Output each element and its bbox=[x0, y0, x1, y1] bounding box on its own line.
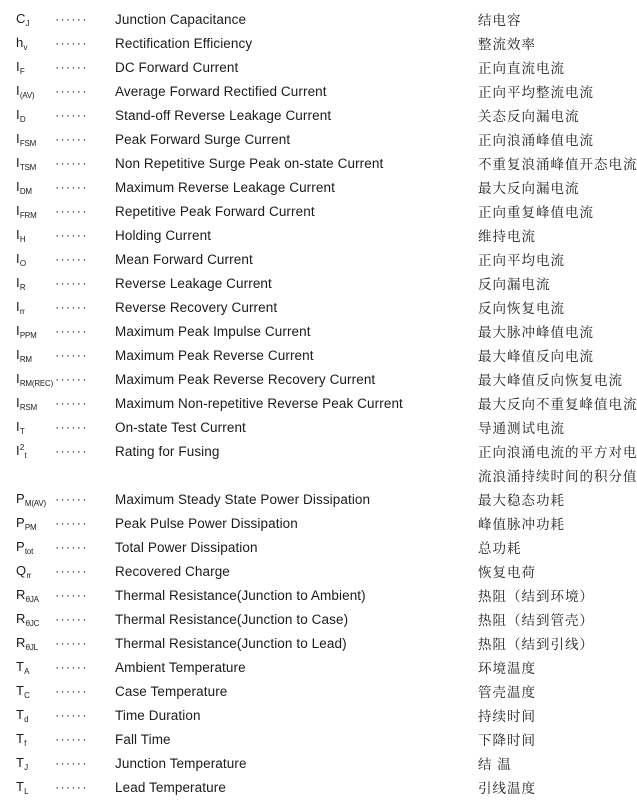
english-term: Maximum Reverse Leakage Current bbox=[115, 179, 335, 195]
dots-leader: ······ bbox=[55, 780, 88, 794]
symbol-subscript: FSM bbox=[19, 138, 37, 148]
symbol-subscript: t bbox=[24, 450, 27, 460]
glossary-row bbox=[0, 559, 637, 583]
dots-leader: ······ bbox=[55, 180, 88, 194]
chinese-term: 环境温度 bbox=[478, 661, 536, 676]
chinese-term: 结 温 bbox=[478, 757, 512, 772]
glossary-row bbox=[0, 199, 637, 223]
symbol-cell bbox=[16, 419, 55, 436]
symbol-cell bbox=[16, 779, 55, 796]
symbol-cell bbox=[16, 611, 55, 628]
symbol-subscript: RM(REC) bbox=[19, 378, 54, 388]
symbol-subscript: J bbox=[25, 18, 30, 28]
english-term: Holding Current bbox=[115, 227, 212, 243]
symbol-subscript: O bbox=[19, 258, 26, 268]
symbol-cell bbox=[16, 755, 55, 772]
english-term: Rating for Fusing bbox=[115, 443, 220, 459]
glossary-row bbox=[0, 751, 637, 775]
symbol-cell bbox=[16, 299, 55, 316]
symbol-cell bbox=[16, 275, 55, 292]
english-term: Non Repetitive Surge Peak on-state Current bbox=[115, 155, 384, 171]
symbol-base: I bbox=[16, 346, 20, 362]
english-term: Thermal Resistance(Junction to Lead) bbox=[115, 635, 347, 651]
english-term: Junction Capacitance bbox=[115, 11, 247, 27]
symbol-subscript: M(AV) bbox=[24, 498, 46, 508]
glossary-row bbox=[0, 103, 637, 127]
glossary-row bbox=[0, 151, 637, 175]
glossary-row bbox=[0, 535, 637, 559]
dots-leader: ······ bbox=[55, 324, 88, 338]
chinese-term: 最大反向漏电流 bbox=[478, 181, 580, 196]
english-term: Reverse Recovery Current bbox=[115, 299, 278, 315]
symbol-cell bbox=[16, 587, 55, 604]
english-term: Peak Pulse Power Dissipation bbox=[115, 515, 298, 531]
glossary-row bbox=[0, 487, 637, 511]
symbol-base: I bbox=[16, 442, 20, 458]
chinese-term: 最大峰值反向恢复电流 bbox=[478, 373, 623, 388]
glossary-row bbox=[0, 775, 637, 799]
dots-leader: ······ bbox=[55, 444, 88, 458]
dots-leader: ······ bbox=[55, 492, 88, 506]
symbol-base: R bbox=[16, 634, 26, 650]
glossary-row bbox=[0, 415, 637, 439]
english-term: Fall Time bbox=[115, 731, 171, 747]
symbol-cell bbox=[16, 491, 55, 508]
symbol-base: I bbox=[16, 250, 20, 266]
glossary-row bbox=[0, 439, 637, 463]
symbol-subscript: PPM bbox=[19, 330, 37, 340]
glossary-row bbox=[0, 631, 637, 655]
symbol-cell bbox=[16, 179, 55, 196]
symbol-base: R bbox=[16, 586, 26, 602]
symbol-cell bbox=[16, 11, 55, 28]
symbol-subscript: C bbox=[24, 690, 30, 700]
symbol-cell bbox=[16, 59, 55, 76]
symbol-cell bbox=[16, 515, 55, 532]
dots-leader: ······ bbox=[55, 36, 88, 50]
dots-leader: ······ bbox=[55, 300, 88, 314]
english-term: Reverse Leakage Current bbox=[115, 275, 272, 291]
dots-leader: ······ bbox=[55, 276, 88, 290]
dots-leader: ······ bbox=[55, 228, 88, 242]
glossary-row bbox=[0, 319, 637, 343]
chinese-term: 管壳温度 bbox=[478, 685, 536, 700]
chinese-term: 最大脉冲峰值电流 bbox=[478, 325, 594, 340]
symbol-subscript: v bbox=[23, 42, 28, 52]
glossary-row bbox=[0, 583, 637, 607]
chinese-term: 下降时间 bbox=[478, 733, 536, 748]
symbol-base: I bbox=[16, 82, 20, 98]
chinese-term: 热阻（结到环境） bbox=[478, 589, 594, 604]
symbol-subscript: f bbox=[24, 738, 27, 748]
symbol-subscript: rr bbox=[26, 570, 32, 580]
symbol-base: P bbox=[16, 490, 25, 506]
english-term: Lead Temperature bbox=[115, 779, 226, 795]
chinese-term: 峰值脉冲功耗 bbox=[478, 517, 565, 532]
symbol-base: P bbox=[16, 514, 25, 530]
english-term: Thermal Resistance(Junction to Ambient) bbox=[115, 587, 366, 603]
symbol-cell bbox=[16, 395, 55, 412]
symbol-cell bbox=[16, 563, 55, 580]
glossary-row bbox=[0, 607, 637, 631]
dots-leader: ······ bbox=[55, 396, 88, 410]
symbol-subscript: RSM bbox=[19, 402, 37, 412]
english-term: On-state Test Current bbox=[115, 419, 246, 435]
symbol-base: Q bbox=[16, 562, 27, 578]
dots-leader: ······ bbox=[55, 156, 88, 170]
chinese-term: 最大反向不重复峰值电流 bbox=[478, 397, 637, 412]
symbol-superscript: 2 bbox=[19, 442, 25, 452]
dots-leader: ······ bbox=[55, 420, 88, 434]
glossary-row bbox=[0, 55, 637, 79]
symbol-cell bbox=[16, 203, 55, 220]
symbol-base: I bbox=[16, 178, 20, 194]
symbol-subscript: d bbox=[24, 714, 29, 724]
symbol-base: I bbox=[16, 106, 20, 122]
chinese-term: 持续时间 bbox=[478, 709, 536, 724]
symbol-cell bbox=[16, 371, 55, 388]
glossary-row bbox=[0, 247, 637, 271]
symbol-base: I bbox=[16, 274, 20, 290]
dots-leader: ······ bbox=[55, 732, 88, 746]
english-term: Recovered Charge bbox=[115, 563, 230, 579]
symbol-base: I bbox=[16, 370, 20, 386]
english-term: Peak Forward Surge Current bbox=[115, 131, 291, 147]
chinese-term: 最大峰值反向电流 bbox=[478, 349, 594, 364]
dots-leader: ······ bbox=[55, 708, 88, 722]
glossary-row bbox=[0, 655, 637, 679]
symbol-cell bbox=[16, 251, 55, 268]
symbol-base: I bbox=[16, 154, 20, 170]
glossary-row bbox=[0, 343, 637, 367]
glossary-row bbox=[0, 703, 637, 727]
symbol-cell bbox=[16, 731, 55, 748]
symbol-cell bbox=[16, 131, 55, 148]
symbol-cell bbox=[16, 635, 55, 652]
dots-leader: ······ bbox=[55, 684, 88, 698]
dots-leader: ······ bbox=[55, 636, 88, 650]
dots-leader: ······ bbox=[55, 612, 88, 626]
symbol-base: T bbox=[16, 778, 25, 794]
glossary-row bbox=[0, 175, 637, 199]
symbol-cell bbox=[16, 683, 55, 700]
dots-leader: ······ bbox=[55, 204, 88, 218]
chinese-term: 正向平均整流电流 bbox=[478, 85, 594, 100]
symbol-subscript: θJC bbox=[25, 618, 40, 628]
symbol-subscript: R bbox=[19, 282, 26, 292]
chinese-term: 热阻（结到管壳） bbox=[478, 613, 594, 628]
symbol-subscript: θJA bbox=[25, 594, 39, 604]
dots-leader: ······ bbox=[55, 12, 88, 26]
symbol-cell bbox=[16, 35, 55, 52]
chinese-term: 正向平均电流 bbox=[478, 253, 565, 268]
chinese-term: 正向浪涌峰值电流 bbox=[478, 133, 594, 148]
glossary-row bbox=[0, 391, 637, 415]
symbol-base: T bbox=[16, 754, 25, 770]
symbol-cell bbox=[16, 707, 55, 724]
chinese-term: 引线温度 bbox=[478, 781, 536, 796]
english-term: Maximum Peak Reverse Recovery Current bbox=[115, 371, 376, 387]
symbol-base: T bbox=[16, 682, 25, 698]
symbol-cell bbox=[16, 83, 55, 100]
symbol-cell bbox=[16, 443, 55, 460]
symbol-subscript: A bbox=[24, 666, 30, 676]
dots-leader: ······ bbox=[55, 372, 88, 386]
chinese-term: 结电容 bbox=[478, 13, 522, 28]
symbol-base: I bbox=[16, 418, 20, 434]
glossary-row bbox=[0, 367, 637, 391]
symbol-cell bbox=[16, 659, 55, 676]
symbol-cell bbox=[16, 539, 55, 556]
symbol-subscript: H bbox=[19, 234, 26, 244]
dots-leader: ······ bbox=[55, 132, 88, 146]
chinese-term: 正向重复峰值电流 bbox=[478, 205, 594, 220]
symbol-base: T bbox=[16, 706, 25, 722]
symbol-base: I bbox=[16, 202, 20, 218]
dots-leader: ······ bbox=[55, 348, 88, 362]
glossary-row bbox=[0, 31, 637, 55]
symbol-base: I bbox=[16, 130, 20, 146]
symbol-subscript: rr bbox=[19, 306, 25, 316]
symbol-cell bbox=[16, 107, 55, 124]
symbol-base: C bbox=[16, 10, 26, 26]
chinese-term: 正向浪涌电流的平方对电 bbox=[478, 445, 637, 460]
english-term: Average Forward Rectified Current bbox=[115, 83, 327, 99]
symbol-base: I bbox=[16, 58, 20, 74]
dots-leader: ······ bbox=[55, 540, 88, 554]
symbol-cell bbox=[16, 347, 55, 364]
symbol-subscript: F bbox=[19, 66, 25, 76]
symbol-base: I bbox=[16, 322, 20, 338]
symbol-base: T bbox=[16, 658, 25, 674]
symbol-subscript: DM bbox=[19, 186, 32, 196]
chinese-term: 正向直流电流 bbox=[478, 61, 565, 76]
glossary-row bbox=[0, 223, 637, 247]
dots-leader: ······ bbox=[55, 84, 88, 98]
chinese-term: 不重复浪涌峰值开态电流 bbox=[478, 157, 637, 172]
chinese-term: 导通测试电流 bbox=[478, 421, 565, 436]
chinese-term: 流浪涌持续时间的积分值 bbox=[478, 469, 637, 484]
chinese-term: 最大稳态功耗 bbox=[478, 493, 565, 508]
english-term: Maximum Peak Reverse Current bbox=[115, 347, 314, 363]
english-term: Ambient Temperature bbox=[115, 659, 246, 675]
symbol-base: T bbox=[16, 730, 25, 746]
symbol-subscript: L bbox=[24, 786, 29, 796]
english-term: Maximum Peak Impulse Current bbox=[115, 323, 311, 339]
glossary-row bbox=[0, 511, 637, 535]
dots-leader: ······ bbox=[55, 516, 88, 530]
glossary-row bbox=[0, 727, 637, 751]
dots-leader: ······ bbox=[55, 60, 88, 74]
symbol-subscript: RM bbox=[19, 354, 32, 364]
english-term: Thermal Resistance(Junction to Case) bbox=[115, 611, 349, 627]
dots-leader: ······ bbox=[55, 588, 88, 602]
glossary-row bbox=[0, 271, 637, 295]
symbol-subscript: (AV) bbox=[19, 90, 35, 100]
symbol-cell bbox=[16, 227, 55, 244]
english-term: Maximum Steady State Power Dissipation bbox=[115, 491, 371, 507]
english-term: Case Temperature bbox=[115, 683, 228, 699]
symbol-subscript: J bbox=[24, 762, 28, 772]
chinese-term: 反向漏电流 bbox=[478, 277, 551, 292]
symbol-subscript: T bbox=[19, 426, 25, 436]
english-term: Mean Forward Current bbox=[115, 251, 253, 267]
symbol-base: I bbox=[16, 298, 20, 314]
symbol-base: I bbox=[16, 226, 20, 242]
symbol-cell bbox=[16, 323, 55, 340]
chinese-term: 热阻（结到引线） bbox=[478, 637, 594, 652]
symbol-base: R bbox=[16, 610, 26, 626]
chinese-term: 反向恢复电流 bbox=[478, 301, 565, 316]
dots-leader: ······ bbox=[55, 564, 88, 578]
symbol-subscript: tot bbox=[24, 546, 34, 556]
chinese-term: 总功耗 bbox=[478, 541, 522, 556]
symbol-subscript: θJL bbox=[25, 642, 38, 652]
symbol-subscript: TSM bbox=[19, 162, 37, 172]
english-term: Stand-off Reverse Leakage Current bbox=[115, 107, 332, 123]
symbol-subscript: FRM bbox=[19, 210, 37, 220]
symbol-base: I bbox=[16, 394, 20, 410]
dots-leader: ······ bbox=[55, 108, 88, 122]
chinese-term: 整流效率 bbox=[478, 37, 536, 52]
glossary-row bbox=[0, 7, 637, 31]
english-term: Total Power Dissipation bbox=[115, 539, 258, 555]
dots-leader: ······ bbox=[55, 660, 88, 674]
english-term: Repetitive Peak Forward Current bbox=[115, 203, 315, 219]
glossary-row bbox=[0, 127, 637, 151]
english-term: DC Forward Current bbox=[115, 59, 239, 75]
chinese-term: 维持电流 bbox=[478, 229, 536, 244]
glossary-row bbox=[0, 679, 637, 703]
dots-leader: ······ bbox=[55, 252, 88, 266]
english-term: Time Duration bbox=[115, 707, 201, 723]
symbol-cell bbox=[16, 155, 55, 172]
english-term: Junction Temperature bbox=[115, 755, 247, 771]
symbol-subscript: D bbox=[19, 114, 26, 124]
glossary-row bbox=[0, 79, 637, 103]
chinese-term: 恢复电荷 bbox=[478, 565, 536, 580]
dots-leader: ······ bbox=[55, 756, 88, 770]
glossary-table bbox=[0, 7, 637, 799]
english-term: Rectification Efficiency bbox=[115, 35, 253, 51]
chinese-term: 关态反向漏电流 bbox=[478, 109, 580, 124]
english-term: Maximum Non-repetitive Reverse Peak Current bbox=[115, 395, 403, 411]
glossary-row bbox=[0, 463, 637, 487]
symbol-base: h bbox=[16, 34, 24, 50]
symbol-base: P bbox=[16, 538, 25, 554]
glossary-row bbox=[0, 295, 637, 319]
symbol-subscript: PM bbox=[24, 522, 37, 532]
